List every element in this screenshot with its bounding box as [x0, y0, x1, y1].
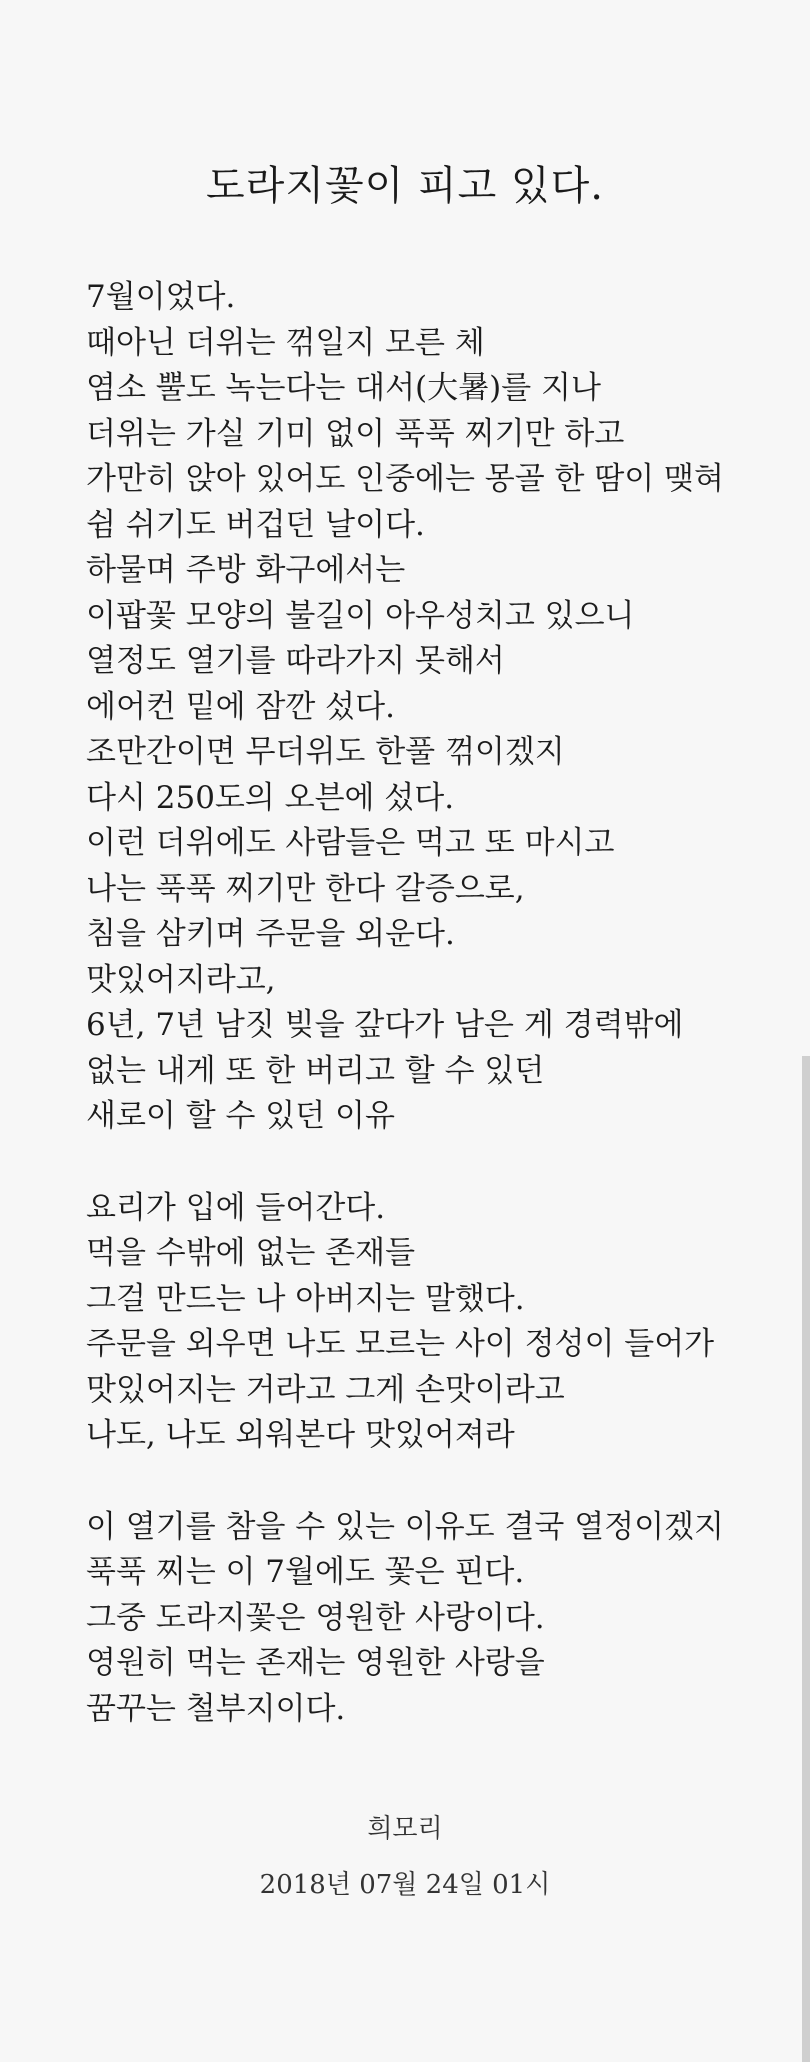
poem-line: 맛있어지는 거라고 그게 손맛이라고 [86, 1371, 565, 1408]
poem-line: 푹푹 찌는 이 7월에도 꽃은 핀다. [86, 1554, 525, 1590]
poem-line: 주문을 외우면 나도 모르는 사이 정성이 들어가 [86, 1326, 715, 1362]
poem-line: 염소 뿔도 녹는다는 대서(大暑)를 지나 [86, 370, 601, 406]
poem-line: 이팝꽃 모양의 불길이 아우성치고 있으니 [86, 597, 635, 634]
poem-line: 그중 도라지꽃은 영원한 사랑이다. [86, 1599, 545, 1636]
poem-line: 새로이 할 수 있던 이유 [86, 1098, 395, 1134]
poem-line: 조만간이면 무더위도 한풀 꺾이겠지 [86, 734, 565, 770]
poem-title: 도라지꽃이 피고 있다. [206, 163, 604, 209]
stanza [86, 275, 786, 1140]
poem-line: 6년, 7년 남짓 빚을 갚다가 남은 게 경력밖에 [86, 1007, 684, 1043]
poem-line: 나도, 나도 외워본다 맛있어져라 [86, 1417, 515, 1453]
poem-line: 먹을 수밖에 없는 존재들 [86, 1235, 416, 1271]
poem-line: 이런 더위에도 사람들은 먹고 또 마시고 [86, 825, 615, 861]
poem-line: 이 열기를 참을 수 있는 이유도 결국 열정이겠지 [86, 1508, 724, 1545]
poem-line: 꿈꾸는 철부지이다. [86, 1690, 346, 1727]
scrollbar[interactable] [802, 1056, 810, 2062]
poem-body [86, 275, 786, 1778]
poem-line: 쉼 쉬기도 버겁던 날이다. [86, 506, 425, 543]
poem-line: 그걸 만드는 나 아버지는 말했다. [86, 1280, 525, 1317]
poem-line: 영원히 먹는 존재는 영원한 사랑을 [86, 1645, 545, 1681]
poem-line: 요리가 입에 들어간다. [86, 1189, 386, 1226]
poem-line: 7월이었다. [86, 279, 236, 315]
poem-line: 가만히 앉아 있어도 인중에는 몽골 한 땀이 맺혀 [86, 461, 724, 497]
poem-line: 맛있어지라고, [86, 961, 276, 998]
post-date: 2018년 07월 24일 01시 [259, 1870, 551, 1900]
stanza [86, 1186, 786, 1459]
poem-line: 열정도 열기를 따라가지 못해서 [86, 643, 505, 679]
stanza [86, 1505, 786, 1733]
poem-line: 하물며 주방 화구에서는 [86, 552, 406, 588]
author-name: 희모리 [367, 1814, 443, 1844]
poem-line: 나는 푹푹 찌기만 한다 갈증으로, [86, 870, 525, 907]
poem-line: 때아닌 더위는 꺾일지 모른 체 [86, 324, 485, 361]
poem-line: 다시 250도의 오븐에 섰다. [86, 779, 455, 816]
poem-line: 침을 삼키며 주문을 외운다. [86, 916, 455, 952]
poem-line: 에어컨 밑에 잠깐 섰다. [86, 688, 395, 725]
poem-line: 없는 내게 또 한 버리고 할 수 있던 [86, 1052, 545, 1089]
poem-line: 더위는 가실 기미 없이 푹푹 찌기만 하고 [86, 415, 625, 452]
